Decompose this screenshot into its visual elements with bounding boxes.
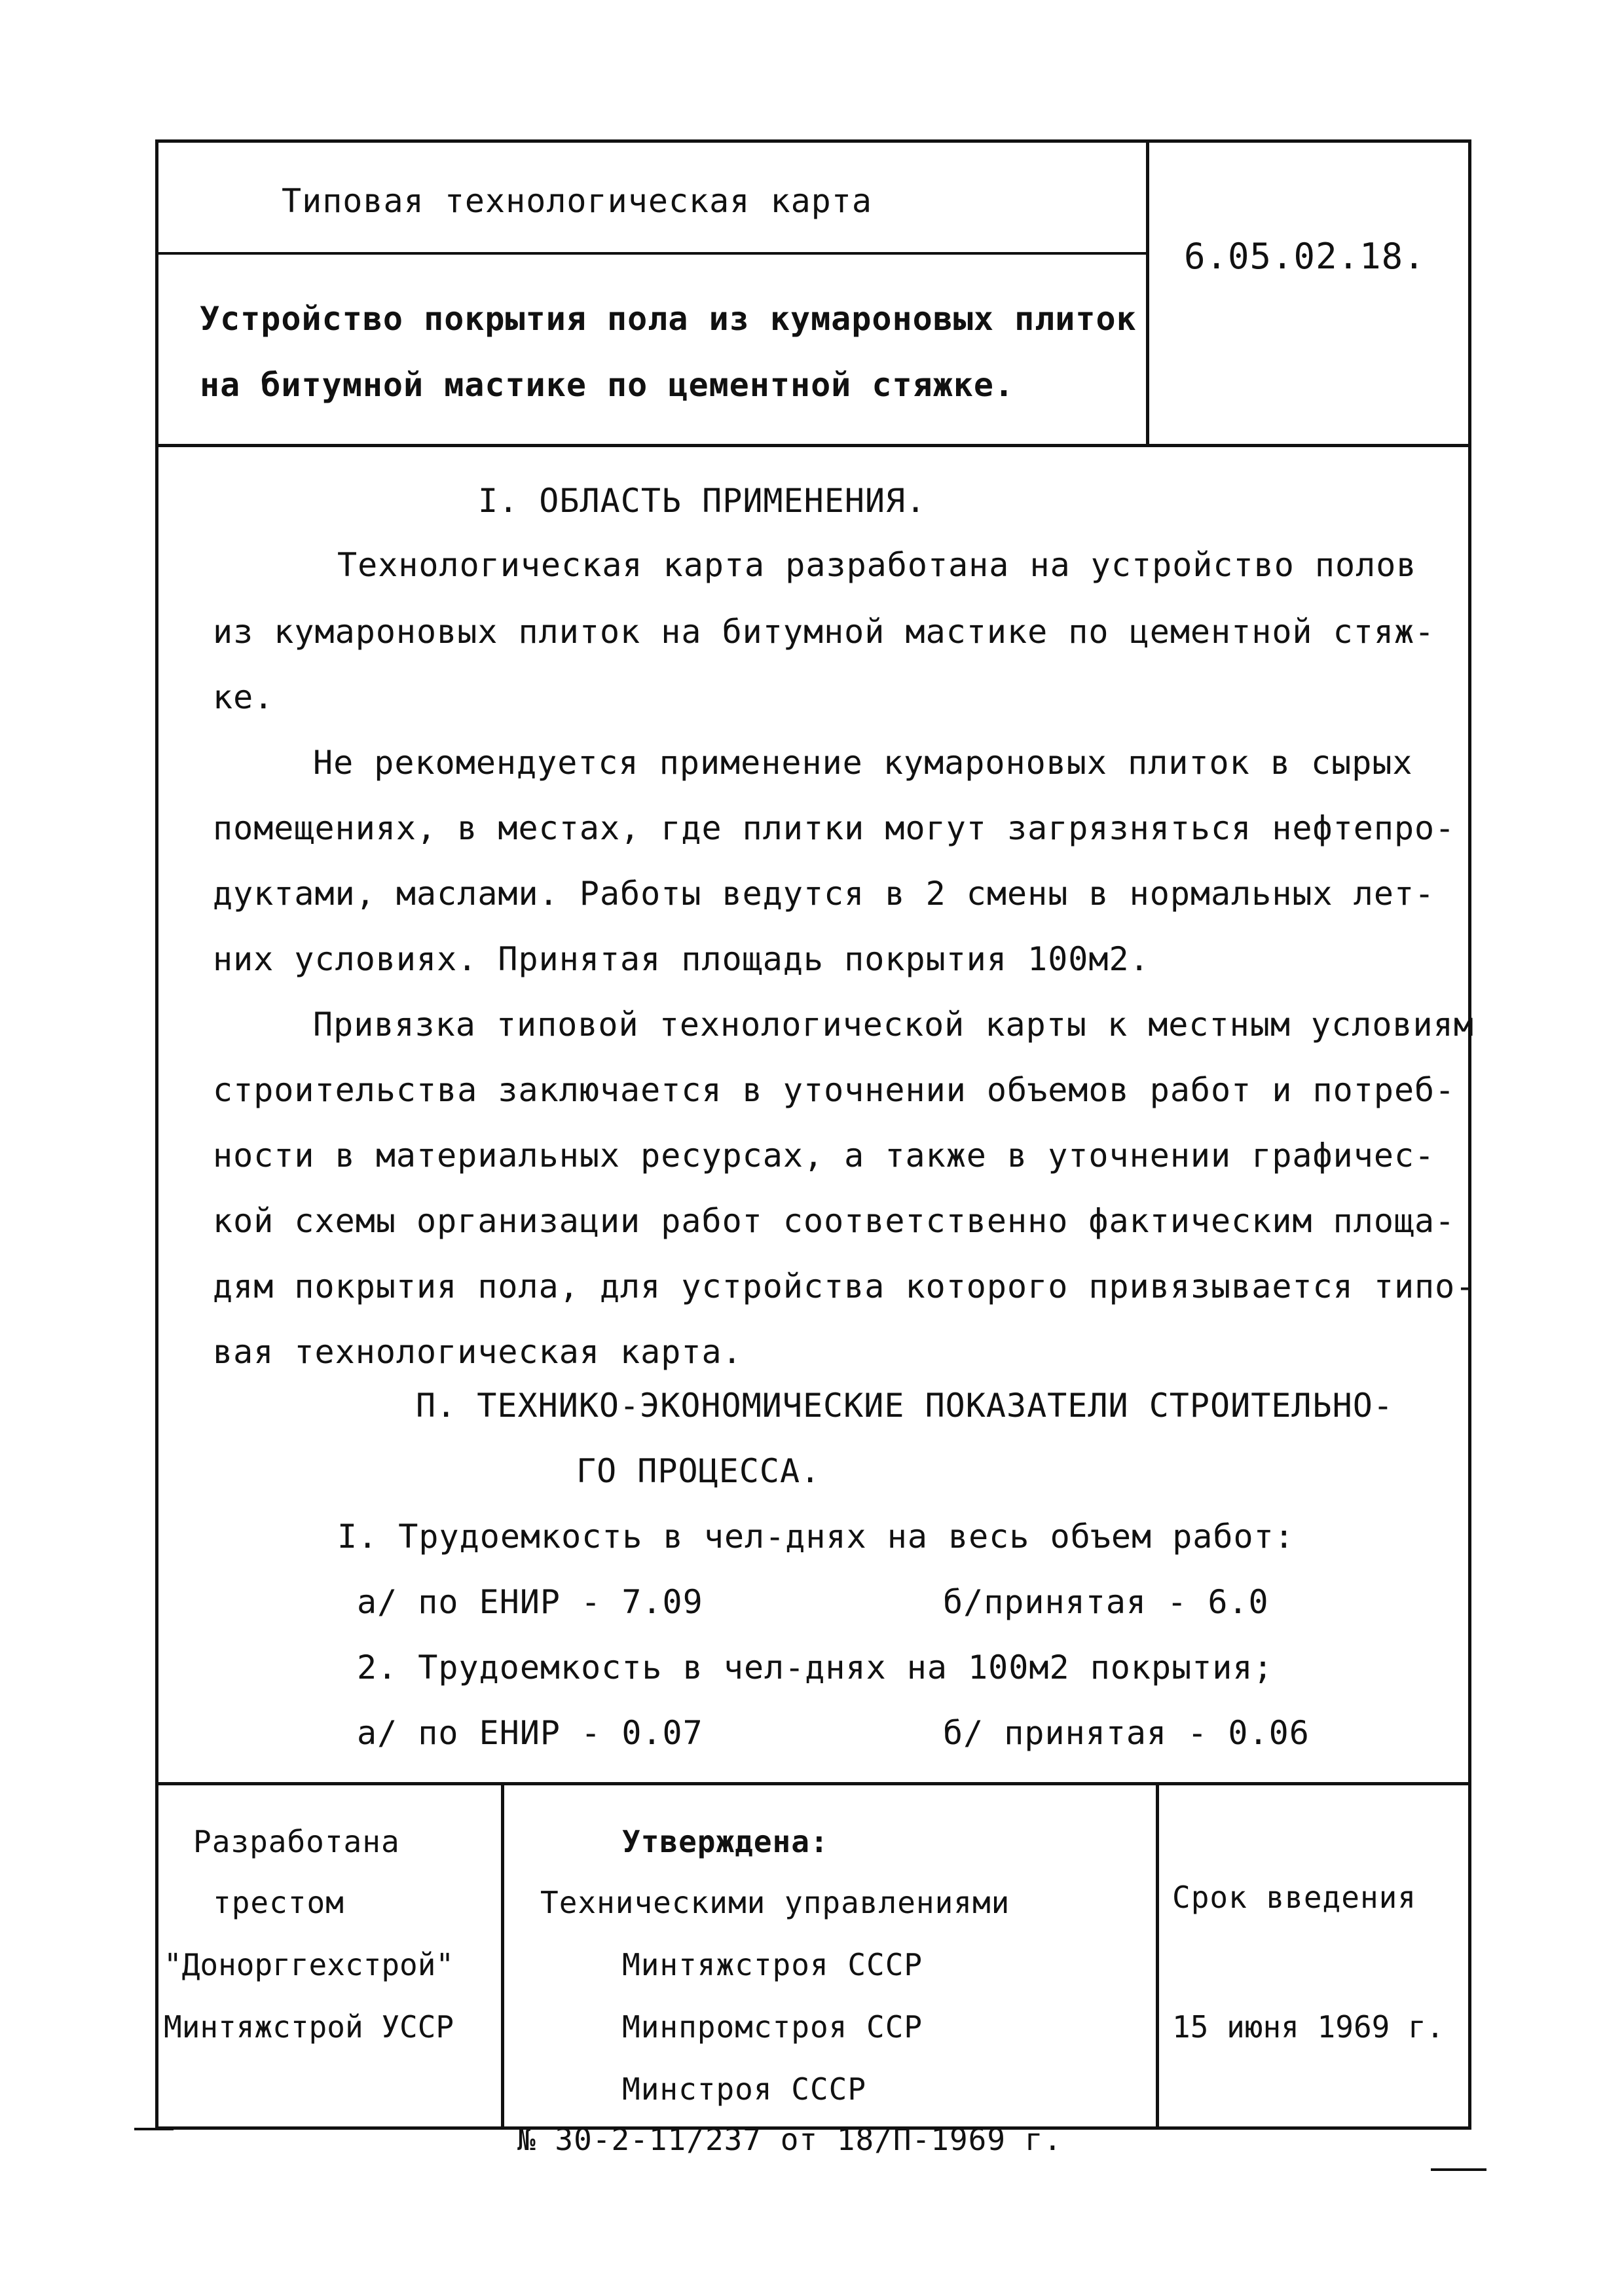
section-1-title: I. ОБЛАСТЬ ПРИМЕНЕНИЯ. [478,482,927,520]
indicator-2: 2. Трудоемкость в чел-днях на 100м2 покрытия; [357,1649,1274,1686]
section-1-paragraph-3-line-2: строительства заключается в уточнении объемов работ и потреб- [213,1071,1456,1109]
section-1-paragraph-2-line-1: Не рекомендуется применение кумароновых плиток в сырых [313,744,1413,782]
footer-divider-2 [1156,1782,1159,2130]
approved-line-4: Минстроя СССР [622,2071,867,2107]
developed-line-1: Разработана [193,1824,400,1859]
approved-line-1: Техническими управлениями [540,1885,1010,1920]
header-divider-vertical [1146,139,1149,447]
footer-divider-1 [501,1782,504,2130]
section-1-paragraph-3-line-5: дям покрытия пола, для устройства которого привязывается типо- [213,1267,1476,1305]
section-1-paragraph-3-line-4: кой схемы организации работ соответственно фактическим площа- [213,1202,1456,1240]
bottom-left-tick [134,2128,174,2130]
section-1-paragraph-3-line-1: Привязка типовой технологической карты к местным условиям [313,1006,1474,1044]
introduction-date: 15 июня 1969 г. [1172,2009,1445,2045]
approved-line-2: Минтяжстроя СССР [622,1947,923,1982]
approved-title: Утверждена: [622,1824,829,1859]
approved-line-3: Минпромстроя ССР [622,2009,923,2045]
section-1-paragraph-2-line-3: дуктами, маслами. Работы ведутся в 2 смены в нормальных лет- [213,875,1435,913]
developed-line-3: "Донорггехстрой" [164,1947,454,1982]
card-title-line-1: Устройство покрытия пола из кумароновых плиток [200,300,1137,338]
header-divider-horizontal [155,252,1146,255]
approved-reference: № 30-2-11/237 от 18/П-1969 г. [517,2122,1063,2157]
indicator-1-accepted: б/принятая - 6.0 [943,1583,1269,1621]
section-1-paragraph-2-line-2: помещениях, в местах, где плитки могут загрязняться нефтепро- [213,809,1456,847]
bottom-right-tick [1431,2168,1486,2171]
indicator-2-enir: а/ по ЕНИР - 0.07 [357,1714,703,1752]
indicator-2-accepted: б/ принятая - 0.06 [943,1714,1310,1752]
indicator-1: I. Трудоемкость в чел-днях на весь объем работ: [337,1518,1295,1556]
indicator-1-enir: а/ по ЕНИР - 7.09 [357,1583,703,1621]
section-1-paragraph-1-line-2: из кумароновых плиток на битумной мастике по цементной стяж- [213,613,1435,651]
section-1-paragraph-2-line-4: них условиях. Принятая площадь покрытия 100м2. [213,940,1150,978]
card-code: 6.05.02.18. [1184,236,1426,277]
introduction-label: Срок введения [1172,1880,1417,1915]
section-2-title-line-2: ГО ПРОЦЕССА. [576,1452,821,1490]
section-1-paragraph-1-line-1: Технологическая карта разработана на устройство полов [337,546,1417,584]
card-type-label: Типовая технологическая карта [282,182,872,220]
header-bottom-line [155,444,1471,447]
section-2-title-line-1: П. ТЕХНИКО-ЭКОНОМИЧЕСКИЕ ПОКАЗАТЕЛИ СТРОИТЕЛЬНО- [416,1387,1393,1425]
card-title-line-2: на битумной мастике по цементной стяжке. [200,366,1015,404]
section-1-paragraph-3-line-6: вая технологическая карта. [213,1333,743,1371]
section-1-paragraph-1-line-3: ке. [213,678,274,716]
section-1-paragraph-3-line-3: ности в материальных ресурсах, а также в уточнении графичес- [213,1137,1435,1175]
footer-top-line [155,1782,1471,1785]
developed-line-2: трестом [213,1885,344,1920]
developed-line-4: Минтяжстрой УССР [164,2009,454,2045]
